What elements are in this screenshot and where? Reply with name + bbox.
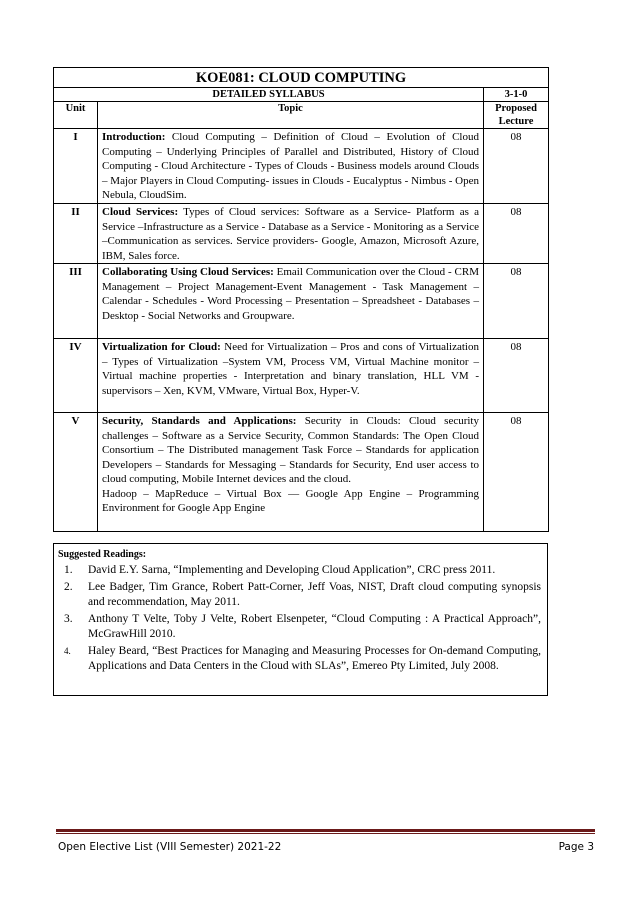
topic-header: Topic — [98, 102, 484, 129]
lecture-header: Proposed Lecture — [484, 102, 549, 129]
topic-text: Security in Clouds: Cloud security challenges – Software as a Service Security, Common Standards: The Open Cloud Consortium – The Distributed management Task Force – Standards for application Developers – Standards for Messaging – Standards for Security, End user access to cloud computing, Mobile Internet devices and the cloud. — [102, 415, 479, 485]
topic-heading: Cloud Services: — [102, 206, 179, 218]
lecture-count: 08 — [484, 204, 549, 264]
lecture-count: 08 — [484, 264, 549, 339]
syllabus-table — [53, 67, 549, 532]
unit-header: Unit — [54, 102, 98, 129]
reading-number: 1. — [64, 564, 73, 576]
topic-cell — [98, 129, 484, 204]
list-item — [58, 563, 541, 578]
unit-number: III — [54, 264, 98, 339]
lecture-count: 08 — [484, 413, 549, 532]
topic-heading: Collaborating Using Cloud Services: — [102, 266, 274, 278]
page-number: Page 3 — [558, 841, 594, 853]
list-item — [58, 612, 541, 642]
table-row — [54, 129, 549, 204]
reading-number: 2. — [64, 581, 73, 593]
topic-heading: Introduction: — [102, 131, 166, 143]
topic-text: Need for Virtualization – Pros and cons of Virtualization – Types of Virtualization –System VM, Process VM, Virtual Machine monitor – Virtual machine properties - Interpretation and binary translation, HLL VM - supervisors – Xen, KVM, VMware, Virtual Box, Hyper-V. — [102, 341, 479, 397]
list-item — [58, 580, 541, 610]
topic-cell — [98, 204, 484, 264]
table-row — [54, 413, 549, 532]
unit-number: I — [54, 129, 98, 204]
table-row — [54, 204, 549, 264]
reading-text: Anthony T Velte, Toby J Velte, Robert Elsenpeter, “Cloud Computing : A Practical Approach”, McGrawHill 2010. — [88, 613, 541, 640]
topic-text: Cloud Computing – Definition of Cloud – Evolution of Cloud Computing – Underlying Principles of Parallel and Distributed, History of Cloud Computing - Cloud Architecture - Types of Clouds - Business models around Clouds – Major Players in Cloud Computing- issues in Clouds - Eucalyptus - Nimbus - Open Nebula, CloudSim. — [102, 131, 479, 201]
reading-text: Lee Badger, Tim Grance, Robert Patt-Corner, Jeff Voas, NIST, Draft cloud computing synopsis and recommendation, May 2011. — [88, 581, 541, 608]
reading-number: 4. — [64, 646, 71, 656]
topic-cell — [98, 264, 484, 339]
credits-label: 3-1-0 — [484, 88, 549, 102]
lecture-count: 08 — [484, 339, 549, 413]
course-title: KOE081: CLOUD COMPUTING — [54, 68, 549, 88]
readings-title: Suggested Readings: — [58, 549, 147, 560]
table-row — [54, 339, 549, 413]
topic-heading: Virtualization for Cloud: — [102, 341, 221, 353]
lecture-count: 08 — [484, 129, 549, 204]
reading-text: David E.Y. Sarna, “Implementing and Developing Cloud Application”, CRC press 2011. — [88, 564, 496, 576]
footer-divider — [56, 829, 595, 832]
topic-heading: Security, Standards and Applications: — [102, 415, 297, 427]
topic-text: Types of Cloud services: Software as a Service- Platform as a Service –Infrastructure as a Service - Database as a Service - Monitoring as a Service –Communication as services. Service providers- Google, Amazon, Microsoft Azure, IBM, Sales force. — [102, 206, 479, 262]
reading-text: Haley Beard, “Best Practices for Managing and Measuring Processes for On-demand Computing, Applications and Data Centers in the Cloud with SLAs”, Emereo Pty Limited, July 2008. — [88, 645, 541, 672]
table-row — [54, 264, 549, 339]
unit-number: II — [54, 204, 98, 264]
unit-number: IV — [54, 339, 98, 413]
topic-cell — [98, 413, 484, 532]
topic-cell — [98, 339, 484, 413]
reading-number: 3. — [64, 613, 73, 625]
topic-text: Email Communication over the Cloud - CRM Management – Project Management-Event Management - Task Management – Calendar - Schedules - Word Processing – Presentation – Spreadsheet - Databases – Desktop - Social Networks and Groupware. — [102, 266, 479, 322]
footer-divider-thin — [56, 833, 595, 834]
suggested-readings-box — [53, 543, 548, 696]
footer-document-title: Open Elective List (VIII Semester) 2021-22 — [58, 841, 282, 853]
topic-extra: Hadoop – MapReduce – Virtual Box — Google App Engine – Programming Environment for Google App Engine — [102, 487, 479, 514]
list-item — [58, 644, 541, 674]
readings-list — [58, 563, 541, 674]
detailed-syllabus-label: DETAILED SYLLABUS — [54, 88, 484, 102]
unit-number: V — [54, 413, 98, 532]
